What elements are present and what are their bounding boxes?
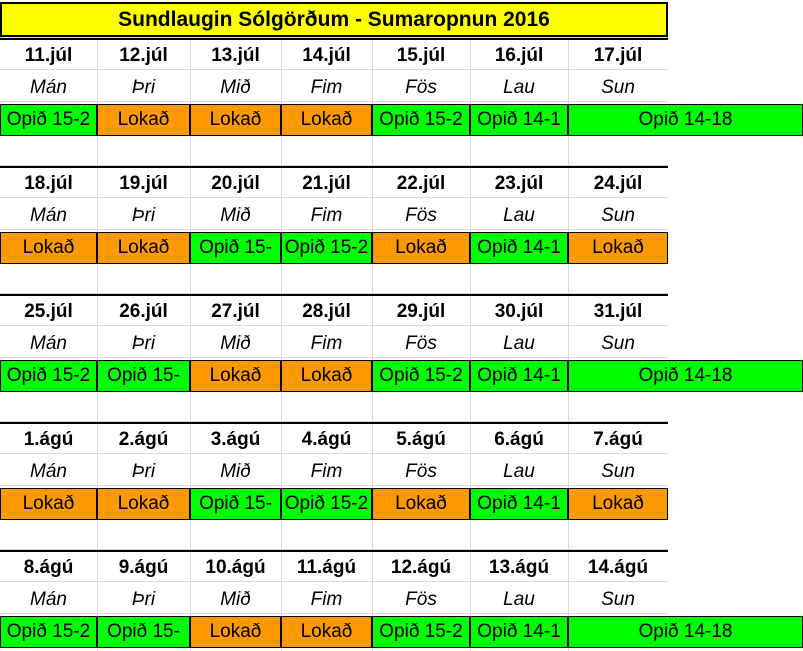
weekday-cell: Þri [131, 205, 156, 226]
date-cell: 3.ágú [210, 429, 261, 450]
date-cell: 21.júl [302, 173, 351, 194]
date-cell: 22.júl [396, 173, 446, 194]
date-cell: 4.ágú [301, 429, 352, 450]
status-cell-closed: Lokað [0, 488, 97, 520]
weekday-cell: Mið [220, 333, 251, 354]
page-title: Sundlaugin Sólgörðum - Sumaropnun 2016 [0, 2, 668, 37]
date-cell: 30.júl [494, 301, 544, 322]
status-cell-closed: Lokað [97, 104, 190, 136]
status-cell-closed: Lokað [281, 616, 372, 648]
weekday-cell: Fös [405, 205, 437, 226]
weekday-cell: Sun [601, 461, 635, 482]
status-cell-open: Opið 14-1 [470, 232, 568, 264]
weekday-cell: Fös [405, 333, 437, 354]
status-cell-open: Opið 14-18 [568, 104, 803, 136]
weekday-cell: Mið [220, 461, 251, 482]
status-cell-closed: Lokað [190, 104, 281, 136]
date-cell: 8.ágú [23, 557, 74, 578]
weekday-cell: Lau [503, 589, 535, 610]
weekday-cell: Fös [405, 589, 437, 610]
weekday-cell: Fös [405, 461, 437, 482]
status-cell-closed: Lokað [568, 488, 668, 520]
weekday-cell: Mán [30, 205, 67, 226]
date-cell: 29.júl [396, 301, 446, 322]
status-cell-closed: Lokað [190, 616, 281, 648]
date-cell: 20.júl [211, 173, 260, 194]
weekday-cell: Þri [131, 589, 156, 610]
date-cell: 1.ágú [23, 429, 74, 450]
status-cell-open: Opið 15-2 [0, 616, 97, 648]
date-cell: 5.ágú [396, 429, 446, 450]
weekday-cell: Fim [310, 333, 343, 354]
weekday-cell: Fim [310, 461, 343, 482]
weekday-cell: Sun [601, 333, 635, 354]
weekday-cell: Mið [220, 589, 251, 610]
date-cell: 31.júl [593, 301, 643, 322]
weekday-cell: Mán [30, 77, 67, 98]
date-cell: 12.júl [119, 45, 168, 66]
weekday-cell: Þri [131, 77, 156, 98]
status-cell-closed: Lokað [190, 360, 281, 392]
status-cell-closed: Lokað [97, 488, 190, 520]
weekday-cell: Mán [30, 461, 67, 482]
status-cell-closed: Lokað [281, 104, 372, 136]
date-cell: 13.ágú [488, 557, 550, 578]
weekday-cell: Fim [310, 77, 343, 98]
weekday-cell: Sun [601, 77, 635, 98]
weekday-cell: Lau [503, 461, 535, 482]
weekday-cell: Þri [131, 461, 156, 482]
status-cell-open: Opið 14-18 [568, 616, 803, 648]
date-cell: 25.júl [24, 301, 73, 322]
weekday-cell: Mán [30, 589, 67, 610]
weekday-cell: Lau [503, 205, 535, 226]
date-cell: 16.júl [494, 45, 544, 66]
date-cell: 9.ágú [118, 557, 169, 578]
status-cell-closed: Lokað [97, 232, 190, 264]
weekday-cell: Fim [310, 205, 343, 226]
date-cell: 18.júl [24, 173, 73, 194]
date-cell: 23.júl [494, 173, 544, 194]
status-cell-open: Opið 14-1 [470, 104, 568, 136]
date-cell: 14.ágú [587, 557, 649, 578]
date-cell: 11.ágú [296, 557, 357, 578]
status-cell-open: Opið 14-1 [470, 616, 568, 648]
date-cell: 7.ágú [593, 429, 643, 450]
weekday-cell: Sun [601, 205, 635, 226]
status-cell-open: Opið 15- [97, 360, 190, 392]
date-cell: 12.ágú [390, 557, 452, 578]
date-cell: 6.ágú [494, 429, 544, 450]
status-cell-open: Opið 15-2 [281, 232, 372, 264]
weekday-cell: Lau [503, 333, 535, 354]
date-cell: 14.júl [302, 45, 351, 66]
weekday-cell: Mið [220, 205, 251, 226]
status-cell-open: Opið 15-2 [0, 360, 97, 392]
weekday-cell: Þri [131, 333, 156, 354]
status-cell-open: Opið 14-1 [470, 488, 568, 520]
status-cell-open: Opið 15-2 [372, 616, 470, 648]
status-cell-open: Opið 15- [190, 488, 281, 520]
date-cell: 13.júl [211, 45, 260, 66]
status-cell-open: Opið 15-2 [0, 104, 97, 136]
date-cell: 26.júl [119, 301, 168, 322]
weekday-cell: Lau [503, 77, 535, 98]
status-cell-closed: Lokað [372, 488, 470, 520]
weekday-cell: Sun [601, 589, 635, 610]
status-cell-open: Opið 15-2 [281, 488, 372, 520]
date-cell: 10.ágú [205, 557, 266, 578]
date-cell: 19.júl [119, 173, 168, 194]
status-cell-open: Opið 15-2 [372, 104, 470, 136]
status-cell-closed: Lokað [568, 232, 668, 264]
status-cell-open: Opið 14-18 [568, 360, 803, 392]
weekday-cell: Fim [310, 589, 343, 610]
date-cell: 17.júl [593, 45, 643, 66]
weekday-cell: Mán [30, 333, 67, 354]
weekday-cell: Mið [220, 77, 251, 98]
weekday-cell: Fös [405, 77, 437, 98]
date-cell: 24.júl [593, 173, 643, 194]
status-cell-open: Opið 15- [97, 616, 190, 648]
status-cell-open: Opið 15-2 [372, 360, 470, 392]
status-cell-closed: Lokað [281, 360, 372, 392]
date-cell: 15.júl [396, 45, 446, 66]
status-cell-open: Opið 14-1 [470, 360, 568, 392]
status-cell-closed: Lokað [372, 232, 470, 264]
date-cell: 11.júl [24, 45, 73, 66]
status-cell-closed: Lokað [0, 232, 97, 264]
date-cell: 27.júl [211, 301, 260, 322]
date-cell: 28.júl [302, 301, 351, 322]
status-cell-open: Opið 15- [190, 232, 281, 264]
date-cell: 2.ágú [118, 429, 169, 450]
